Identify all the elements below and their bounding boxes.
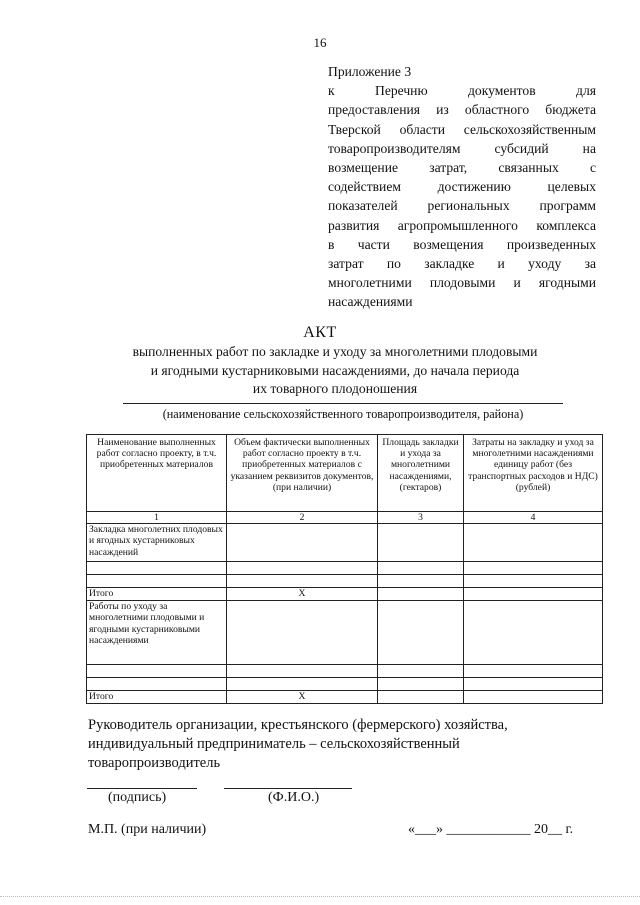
table-row (87, 575, 603, 588)
page-number: 16 (313, 35, 327, 50)
row-planting-label: Закладка многолетних плодовых и ягодных кустарниковых насаждений (87, 524, 227, 562)
subtitle-line: и ягодными кустарниковыми насаждениями, до начала периода (150, 362, 520, 378)
table-row (87, 678, 603, 691)
header-area: Площадь закладки и ухода за многолетними насаждениями, (гектаров) (378, 435, 464, 512)
table-cell (464, 588, 603, 601)
annex-line: показателей региональных программ (328, 198, 596, 214)
table-cell (227, 575, 378, 588)
annex-line: многолетними плодовыми и ягодными (328, 275, 596, 291)
annex-line: предоставления из областного бюджета (328, 102, 596, 118)
table-cell (87, 575, 227, 588)
document-subtitle (100, 343, 570, 399)
signature-line (87, 788, 197, 789)
signer-line: Руководитель организации, крестьянского (фермерского) хозяйства, (88, 717, 508, 733)
annex-line: насаждениями (328, 294, 413, 310)
table-number-row (87, 512, 603, 524)
table-cell (378, 678, 464, 691)
table-cell (464, 524, 603, 562)
organization-caption: (наименование сельскохозяйственного товаропроизводителя, района) (162, 407, 524, 421)
document-title: АКТ (303, 324, 337, 341)
annex-line: возмещение затрат, связанных с (328, 160, 596, 176)
header-costs: Затраты на закладку и уход за многолетними насаждениями единицу работ (без транспортных расходов и НДС) (рублей) (464, 435, 603, 512)
annex-line: затрат по закладке и уходу за (328, 256, 596, 272)
table-cell (464, 575, 603, 588)
table-cell (378, 562, 464, 575)
table-cell (464, 601, 603, 665)
column-number: 3 (378, 512, 464, 524)
table-cell (378, 575, 464, 588)
annex-line: содействием достижению целевых (328, 179, 596, 195)
subtitle-line: выполненных работ по закладке и уходу за многолетними плодовыми (132, 344, 538, 359)
stamp-label: М.П. (при наличии) (88, 822, 207, 837)
signer-block (88, 716, 608, 773)
annex-line: в части возмещения произведенных (328, 236, 596, 252)
total-label: Итого (87, 588, 227, 601)
annex-line: развития агропромышленного комплекса (328, 217, 596, 233)
table-cell (87, 562, 227, 575)
table-cell (378, 601, 464, 665)
page-bottom-rule (0, 896, 640, 897)
table-cell (227, 524, 378, 562)
annex-line: товаропроизводителям субсидий на (328, 140, 596, 156)
annex-line: Тверской области сельскохозяйственным (328, 121, 596, 137)
column-number: 4 (464, 512, 603, 524)
header-volume: Объем фактически выполненных работ согласно проекту в т.ч. приобретенных материалов с указанием реквизитов документов, (при наличии) (227, 435, 378, 512)
signer-line: индивидуальный предприниматель – сельскохозяйственный (88, 736, 460, 752)
row-care-label: Работы по уходу за многолетними плодовыми и ягодными кустарниковыми насаждениями (87, 601, 227, 665)
table-cell (227, 665, 378, 678)
column-number: 1 (87, 512, 227, 524)
full-name-caption: (Ф.И.О.) (268, 790, 320, 805)
table-row (87, 601, 603, 665)
annex-header (328, 62, 596, 312)
annex-line: к Перечню документов для (328, 83, 596, 99)
table-cell (464, 562, 603, 575)
subtitle-line: их товарного плодоношения (252, 381, 418, 396)
organization-name-line (123, 403, 563, 404)
table-cell (227, 601, 378, 665)
table-cell (464, 678, 603, 691)
table-row (87, 562, 603, 575)
works-table (86, 434, 603, 704)
table-row (87, 665, 603, 678)
column-number: 2 (227, 512, 378, 524)
annex-line: Приложение 3 (328, 64, 412, 79)
table-cell (378, 588, 464, 601)
table-cell (87, 678, 227, 691)
total-label: Итого (87, 691, 227, 704)
table-cell (378, 691, 464, 704)
table-row (87, 691, 603, 704)
table-cell (87, 665, 227, 678)
table-cell (227, 678, 378, 691)
full-name-line (224, 788, 352, 789)
table-cell (464, 665, 603, 678)
header-works: Наименование выполненных работ согласно проекту, в т.ч. приобретенных материалов (87, 435, 227, 512)
signer-line: товаропроизводитель (88, 755, 221, 771)
signature-caption: (подпись) (108, 790, 167, 805)
table-cell (227, 562, 378, 575)
table-header-row (87, 435, 603, 512)
table-cell (378, 524, 464, 562)
total-x-mark: X (227, 588, 378, 601)
table-cell (464, 691, 603, 704)
date-line: «___» ____________ 20__ г. (408, 822, 574, 837)
table-row (87, 588, 603, 601)
total-x-mark: X (227, 691, 378, 704)
table-row (87, 524, 603, 562)
table-cell (378, 665, 464, 678)
